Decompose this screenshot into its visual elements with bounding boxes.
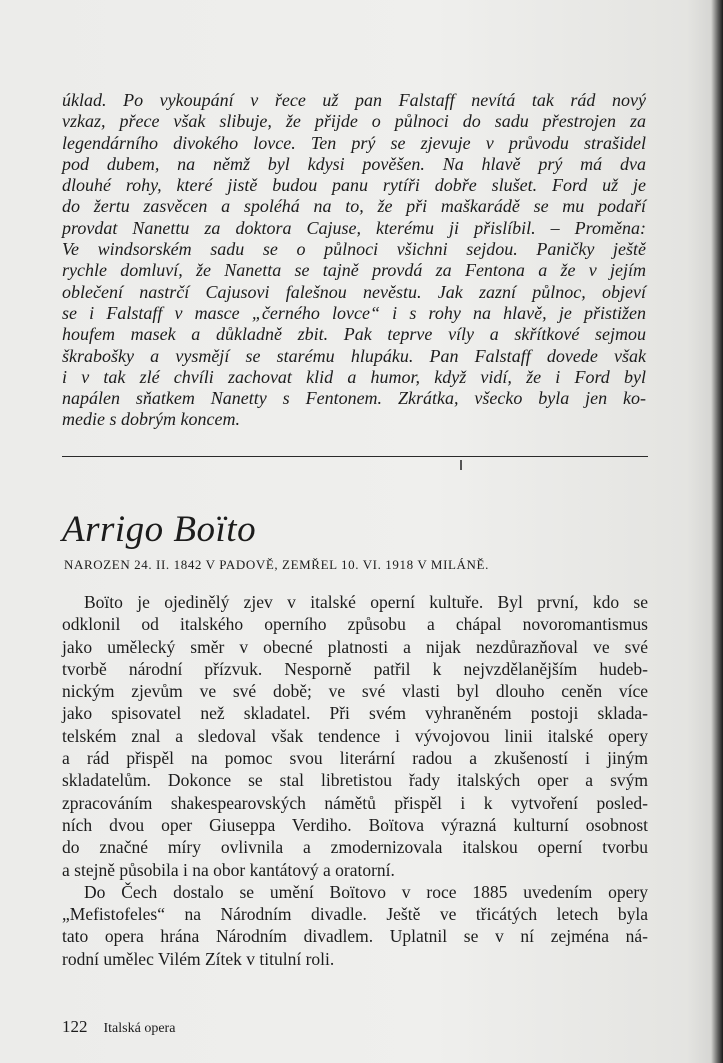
synopsis-paragraph (62, 90, 646, 431)
text-line: do žertu zasvěcen a spoléhá na to, že při maškarádě se mu podaří (62, 196, 646, 217)
text-line: provdat Nanettu za doktora Cajuse, kterému ji přislíbil. – Proměna: (62, 217, 646, 238)
text-line: Ve windsorském sadu se o půlnoci všichni sejdou. Paničky ještě (62, 239, 646, 260)
text-line: Do Čech dostalo se umění Boïtovo v roce 1885 uvedením opery (84, 881, 648, 902)
text-line: ních dvou oper Giuseppa Verdiho. Boïtova výrazná kulturní osobnost (62, 814, 648, 835)
composer-dates: NAROZEN 24. II. 1842 V PADOVĚ, ZEMŘEL 10. VI. 1918 V MILÁNĚ. (64, 557, 489, 572)
text-line: „Mefistofeles“ na Národním divadle. Ještě ve třicátých letech byla (62, 904, 648, 925)
text-line: i v tak zlé chvíli zachovat klid a humor, když vidí, že i Ford byl (62, 366, 646, 387)
page-footer (62, 1017, 175, 1037)
text-line: skladatelům. Dokonce se stal libretistou řady italských oper a svým (62, 770, 648, 791)
text-line: do značné míry ovlivnila a zmodernizovala italskou operní tvorbu (62, 837, 648, 858)
text-line: nickým zjevům ve své době; ve své vlasti byl dlouho ceněn více (62, 681, 648, 702)
biography-text (62, 591, 648, 970)
page-number: 122 (62, 1017, 88, 1036)
divider-tick (460, 460, 462, 470)
text-line: medie s dobrým koncem. (62, 409, 240, 430)
running-title: Italská opera (103, 1021, 176, 1036)
binding-shadow (711, 0, 723, 1063)
text-line: a stejně působila i na obor kantátový a oratorní. (62, 859, 395, 880)
text-line: pod dubem, na němž byl kdysi pověšen. Na hlavě prý má dva (62, 153, 646, 174)
text-line: jako umělecký směr v obecné platnosti a nijak nezdůrazňoval ve své (62, 636, 648, 657)
text-line: telském znal a sledoval však tendence i vývojovou linii italské opery (62, 725, 648, 746)
text-line: tato opera hrána Národním divadlem. Uplatnil se v ní zejména ná- (62, 926, 648, 947)
section-divider (62, 456, 648, 457)
text-line: Boïto je ojedinělý zjev v italské operní kultuře. Byl první, kdo se (84, 592, 648, 612)
text-line: se i Falstaff v masce „černého lovce“ i s rohy na hlavě, je přistižen (62, 302, 646, 323)
text-line: vzkaz, přece však slibuje, že přijde o půlnoci do sadu přestrojen za (62, 111, 646, 132)
composer-heading: Arrigo Boïto (62, 509, 257, 550)
text-line: oblečení nastrčí Cajusovi falešnou nevěstu. Jak zazní půlnoc, objeví (62, 281, 646, 302)
text-line: tvorbě národní přízvuk. Nesporně patřil k nejvzdělanějším hudeb- (62, 658, 648, 679)
text-line: jako spisovatel než skladatel. Při svém vyhraněném postoji sklada- (62, 703, 648, 724)
text-line: úklad. Po vykoupání v řece už pan Falstaff nevítá tak rád nový (62, 90, 646, 110)
text-line: škraboškу a vysmějí se starému hlupáku. Pan Falstaff dovede však (62, 345, 646, 366)
text-line: odklonil od italského operního způsobu a chápal novoromantismus (62, 614, 648, 635)
text-line: zpracováním shakespearovských námětů přispěl i k vytvoření posled- (62, 792, 648, 813)
text-line: a rád přispěl na pomoc svou literární radou a zkušeností i jiným (62, 748, 648, 769)
text-line: houfem masek a důkladně zbit. Pak teprve víly a skřítkové sejmou (62, 324, 646, 345)
text-line: legendárního divokého lovce. Ten prý se zjevuje v průvodu strašidel (62, 132, 646, 153)
text-line: rodní umělec Vilém Zítek v titulní roli. (62, 948, 335, 969)
text-line: dlouhé rohy, které jistě budou panu rytíři dobře slušet. Ford už je (62, 175, 646, 196)
text-line: rychle domluví, že Nanetta se tajně provdá za Fentona a že v jejím (62, 260, 646, 281)
text-line: napálen sňatkem Nanetty s Fentonem. Zkrátka, všecko byla jen ko- (62, 388, 646, 409)
